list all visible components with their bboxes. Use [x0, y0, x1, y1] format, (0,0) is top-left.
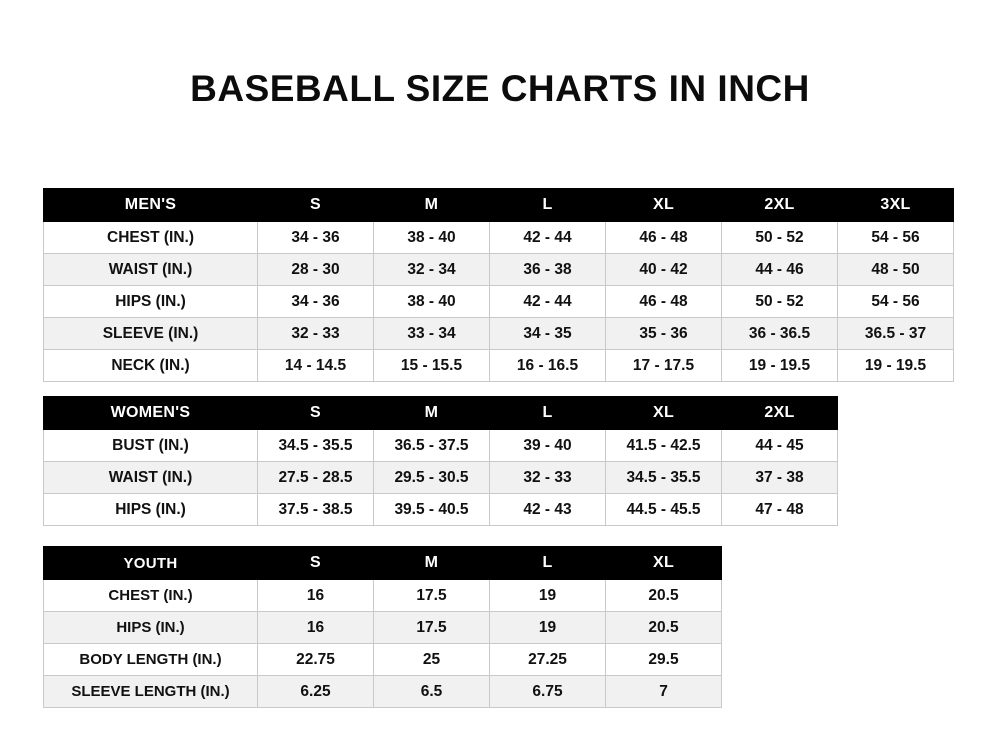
measurement-cell: 37.5 - 38.5 — [258, 494, 374, 526]
womens-table-body — [44, 397, 838, 526]
measurement-cell: 50 - 52 — [722, 222, 838, 254]
measurement-cell: 32 - 33 — [258, 318, 374, 350]
measurement-cell: 15 - 15.5 — [374, 350, 490, 382]
row-label: BUST (IN.) — [44, 430, 258, 462]
measurement-cell: 47 - 48 — [722, 494, 838, 526]
row-label: BODY LENGTH (IN.) — [44, 644, 258, 676]
mens-header-size: S — [258, 189, 374, 222]
measurement-cell: 16 — [258, 580, 374, 612]
measurement-cell: 36 - 36.5 — [722, 318, 838, 350]
measurement-cell: 32 - 34 — [374, 254, 490, 286]
measurement-cell: 42 - 44 — [490, 222, 606, 254]
measurement-cell: 50 - 52 — [722, 286, 838, 318]
measurement-cell: 32 - 33 — [490, 462, 606, 494]
womens-header-size: XL — [606, 397, 722, 430]
measurement-cell: 29.5 — [606, 644, 722, 676]
row-label: SLEEVE (IN.) — [44, 318, 258, 350]
measurement-cell: 34.5 - 35.5 — [606, 462, 722, 494]
mens-header-size: 2XL — [722, 189, 838, 222]
measurement-cell: 20.5 — [606, 612, 722, 644]
measurement-cell: 40 - 42 — [606, 254, 722, 286]
measurement-cell: 39 - 40 — [490, 430, 606, 462]
mens-header-row — [44, 189, 954, 222]
measurement-cell: 6.25 — [258, 676, 374, 708]
table-row — [44, 644, 722, 676]
measurement-cell: 25 — [374, 644, 490, 676]
table-row — [44, 612, 722, 644]
measurement-cell: 37 - 38 — [722, 462, 838, 494]
measurement-cell: 42 - 43 — [490, 494, 606, 526]
measurement-cell: 29.5 - 30.5 — [374, 462, 490, 494]
measurement-cell: 17.5 — [374, 612, 490, 644]
page-title: BASEBALL SIZE CHARTS IN INCH — [190, 68, 810, 109]
measurement-cell: 19 - 19.5 — [838, 350, 954, 382]
mens-header-label: MEN'S — [44, 189, 258, 222]
measurement-cell: 16 - 16.5 — [490, 350, 606, 382]
measurement-cell: 46 - 48 — [606, 222, 722, 254]
womens-header-size: 2XL — [722, 397, 838, 430]
mens-header-size: 3XL — [838, 189, 954, 222]
measurement-cell: 36.5 - 37.5 — [374, 430, 490, 462]
measurement-cell: 41.5 - 42.5 — [606, 430, 722, 462]
youth-header-size: L — [490, 547, 606, 580]
table-row — [44, 462, 838, 494]
measurement-cell: 36 - 38 — [490, 254, 606, 286]
mens-table-body — [44, 189, 954, 382]
measurement-cell: 44 - 45 — [722, 430, 838, 462]
row-label: WAIST (IN.) — [44, 462, 258, 494]
womens-header-size: L — [490, 397, 606, 430]
measurement-cell: 35 - 36 — [606, 318, 722, 350]
mens-size-table — [43, 188, 954, 382]
measurement-cell: 42 - 44 — [490, 286, 606, 318]
measurement-cell: 44 - 46 — [722, 254, 838, 286]
table-row — [44, 430, 838, 462]
mens-header-size: L — [490, 189, 606, 222]
row-label: CHEST (IN.) — [44, 222, 258, 254]
womens-header-label: WOMEN'S — [44, 397, 258, 430]
measurement-cell: 19 — [490, 612, 606, 644]
measurement-cell: 27.25 — [490, 644, 606, 676]
measurement-cell: 17 - 17.5 — [606, 350, 722, 382]
measurement-cell: 34 - 35 — [490, 318, 606, 350]
table-row — [44, 350, 954, 382]
table-row — [44, 286, 954, 318]
measurement-cell: 46 - 48 — [606, 286, 722, 318]
row-label: CHEST (IN.) — [44, 580, 258, 612]
measurement-cell: 34 - 36 — [258, 222, 374, 254]
measurement-cell: 38 - 40 — [374, 222, 490, 254]
youth-table-body — [44, 547, 722, 708]
youth-header-size: XL — [606, 547, 722, 580]
measurement-cell: 38 - 40 — [374, 286, 490, 318]
row-label: HIPS (IN.) — [44, 494, 258, 526]
measurement-cell: 7 — [606, 676, 722, 708]
youth-header-size: M — [374, 547, 490, 580]
measurement-cell: 36.5 - 37 — [838, 318, 954, 350]
youth-header-row — [44, 547, 722, 580]
measurement-cell: 34 - 36 — [258, 286, 374, 318]
table-row — [44, 222, 954, 254]
row-label: HIPS (IN.) — [44, 286, 258, 318]
table-row — [44, 254, 954, 286]
table-row — [44, 318, 954, 350]
mens-header-size: XL — [606, 189, 722, 222]
measurement-cell: 34.5 - 35.5 — [258, 430, 374, 462]
measurement-cell: 20.5 — [606, 580, 722, 612]
row-label: WAIST (IN.) — [44, 254, 258, 286]
measurement-cell: 48 - 50 — [838, 254, 954, 286]
measurement-cell: 17.5 — [374, 580, 490, 612]
measurement-cell: 28 - 30 — [258, 254, 374, 286]
row-label: HIPS (IN.) — [44, 612, 258, 644]
measurement-cell: 54 - 56 — [838, 286, 954, 318]
measurement-cell: 16 — [258, 612, 374, 644]
measurement-cell: 6.5 — [374, 676, 490, 708]
measurement-cell: 44.5 - 45.5 — [606, 494, 722, 526]
measurement-cell: 39.5 - 40.5 — [374, 494, 490, 526]
measurement-cell: 22.75 — [258, 644, 374, 676]
womens-size-table — [43, 396, 838, 526]
measurement-cell: 19 — [490, 580, 606, 612]
mens-header-size: M — [374, 189, 490, 222]
row-label: SLEEVE LENGTH (IN.) — [44, 676, 258, 708]
youth-size-table — [43, 546, 722, 708]
table-row — [44, 580, 722, 612]
measurement-cell: 19 - 19.5 — [722, 350, 838, 382]
table-row — [44, 676, 722, 708]
measurement-cell: 6.75 — [490, 676, 606, 708]
womens-header-size: S — [258, 397, 374, 430]
measurement-cell: 54 - 56 — [838, 222, 954, 254]
youth-header-label: YOUTH — [44, 547, 258, 580]
table-row — [44, 494, 838, 526]
womens-header-row — [44, 397, 838, 430]
youth-header-size: S — [258, 547, 374, 580]
womens-header-size: M — [374, 397, 490, 430]
measurement-cell: 33 - 34 — [374, 318, 490, 350]
measurement-cell: 14 - 14.5 — [258, 350, 374, 382]
measurement-cell: 27.5 - 28.5 — [258, 462, 374, 494]
row-label: NECK (IN.) — [44, 350, 258, 382]
